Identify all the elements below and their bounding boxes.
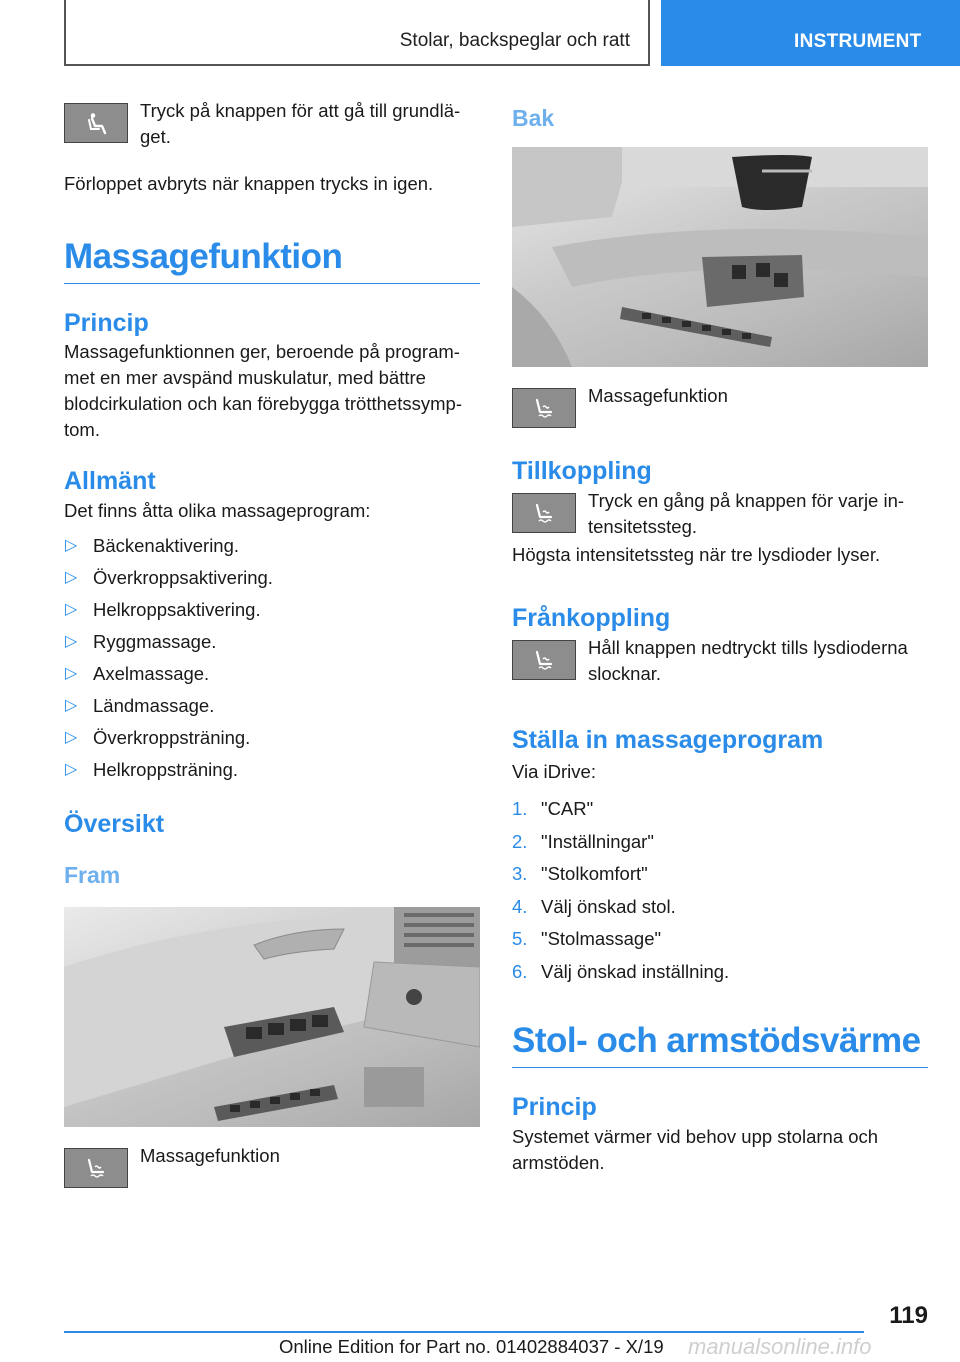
heading-switch-off: Frånkoppling — [512, 604, 671, 632]
step-text: "CAR" — [541, 798, 594, 819]
bullet-marker: ▷ — [65, 761, 78, 778]
bullet-marker: ▷ — [65, 729, 78, 746]
heading-heat-principle: Princip — [512, 1092, 597, 1121]
switch-on-instruction — [512, 488, 928, 540]
rear-caption-text: Massagefunktion — [588, 385, 728, 406]
massage-program-label: Ryggmassage. — [93, 631, 217, 652]
idrive-step — [512, 894, 928, 920]
massage-program-item — [64, 597, 480, 623]
footer-divider — [64, 1331, 864, 1333]
idrive-step — [512, 829, 928, 855]
switch-on-text: Tryck en gång på knappen för varje intensitetssteg. — [588, 490, 905, 537]
switch-off-instruction — [512, 635, 928, 687]
heading-overview: Översikt — [64, 810, 165, 838]
step-text: "Stolmassage" — [541, 928, 662, 949]
bullet-marker: ▷ — [65, 633, 78, 650]
edition-text: Online Edition for Part no. 01402884037 - X/19 — [279, 1336, 664, 1357]
heading-set-program: Ställa in massageprogram — [512, 726, 824, 754]
massage-program-label: Helkroppsaktivering. — [93, 599, 261, 620]
massage-program-label: Bäckenaktivering. — [93, 535, 240, 556]
front-photo-caption — [64, 1143, 480, 1188]
heading-switch-on: Tillkoppling — [512, 457, 652, 485]
switch-on-note: Högsta intensitetssteg när tre lysdioder lyser. — [512, 544, 881, 565]
bullet-marker: ▷ — [65, 697, 78, 714]
step-number: 1. — [512, 798, 528, 819]
set-program-intro: Via iDrive: — [512, 761, 596, 782]
step-number: 6. — [512, 960, 528, 982]
rear-door-photo — [512, 147, 928, 367]
massage-program-label: Överkroppsaktivering. — [93, 567, 273, 588]
step-text: Välj önskad inställning. — [541, 960, 730, 982]
front-door-photo — [64, 907, 480, 1127]
massage-program-item — [64, 533, 480, 559]
step-number: 4. — [512, 895, 528, 917]
massage-program-label: Överkroppsträning. — [93, 727, 251, 748]
heading-general: Allmänt — [64, 467, 156, 495]
heading-massage: Massagefunktion — [64, 237, 480, 284]
bullet-marker: ▷ — [65, 537, 78, 554]
heading-principle: Princip — [64, 309, 149, 337]
massage-program-label: Helkroppsträning. — [93, 759, 238, 780]
rear-photo-caption — [512, 383, 928, 428]
massage-program-item — [64, 661, 480, 687]
header-chapter-tab — [661, 0, 960, 66]
left-column — [64, 98, 480, 1188]
seat-massage-icon — [512, 493, 576, 533]
massage-program-list — [64, 533, 480, 783]
step-text: Välj önskad stol. — [541, 895, 676, 917]
seat-reset-icon — [64, 103, 128, 143]
massage-program-item — [64, 565, 480, 591]
seat-massage-icon — [512, 640, 576, 680]
principle-text: Massagefunktionnen ger, beroende på programmet en mer avspänd muskulatur, med bättre blodcirkulation och kan förebygga trötthetssymptom. — [64, 341, 462, 440]
step-number: 3. — [512, 863, 528, 884]
seat-reset-instruction — [64, 98, 480, 150]
seat-massage-icon — [512, 388, 576, 428]
massage-program-item — [64, 757, 480, 783]
idrive-step — [512, 926, 928, 952]
heading-seat-heating: Stol- och armstödsvärme — [512, 1021, 928, 1068]
section-title: Stolar, backspeglar och ratt — [399, 30, 630, 51]
general-text: Det finns åtta olika massageprogram: — [64, 500, 371, 521]
seat-massage-icon — [64, 1148, 128, 1188]
massage-program-label: Axelmassage. — [93, 663, 210, 684]
step-text: "Inställningar" — [541, 830, 654, 852]
bullet-marker: ▷ — [65, 665, 78, 682]
idrive-step — [512, 861, 928, 887]
right-column — [512, 98, 928, 1176]
heat-principle-text: Systemet värmer vid behov upp stolarna och armstöden. — [512, 1125, 879, 1173]
step-number: 5. — [512, 928, 528, 949]
watermark-text: manualsonline.info — [688, 1334, 872, 1359]
idrive-step — [512, 796, 928, 822]
step-number: 2. — [512, 830, 528, 852]
cancel-note: Förloppet avbryts när knappen trycks in igen. — [64, 173, 434, 194]
massage-program-item — [64, 693, 480, 719]
bullet-marker: ▷ — [65, 601, 78, 618]
chapter-title: INSTRUMENT — [794, 31, 922, 52]
massage-program-item — [64, 725, 480, 751]
page-number: 119 — [889, 1302, 928, 1329]
front-caption-text: Massagefunktion — [140, 1145, 280, 1166]
seat-reset-text: Tryck på knappen för att gå till grundläget. — [140, 100, 461, 147]
bullet-marker: ▷ — [65, 569, 78, 586]
header-section-box — [64, 0, 650, 66]
switch-off-text: Håll knappen nedtryckt tills lysdioderna slocknar. — [588, 637, 908, 684]
massage-program-item — [64, 629, 480, 655]
heading-rear: Bak — [512, 105, 555, 131]
massage-program-label: Ländmassage. — [93, 695, 215, 716]
heading-front: Fram — [64, 862, 121, 888]
idrive-step — [512, 959, 928, 985]
idrive-steps — [512, 796, 928, 985]
step-text: "Stolkomfort" — [541, 863, 648, 884]
